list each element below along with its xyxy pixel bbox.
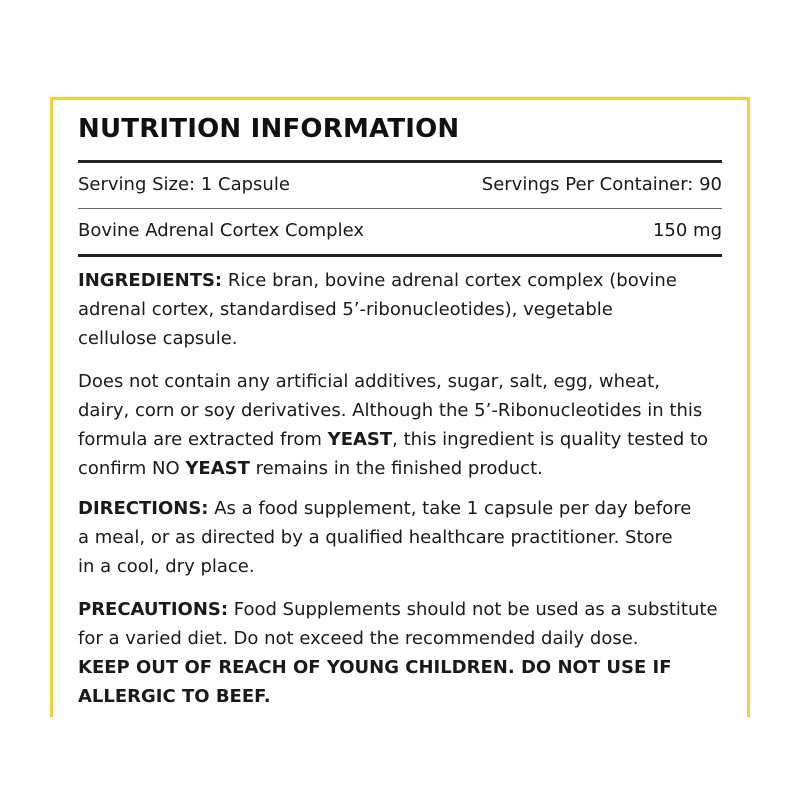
free-from-line-4 xyxy=(78,454,728,483)
ingredients-line-3: cellulose capsule. xyxy=(78,328,238,349)
ingredients-label: INGREDIENTS: xyxy=(78,270,223,291)
directions-line-2: a meal, or as directed by a qualified healthcare practitioner. Store xyxy=(78,527,673,548)
warning-line-1: KEEP OUT OF REACH OF YOUNG CHILDREN. DO NOT USE IF xyxy=(78,657,672,678)
directions-line-1 xyxy=(78,494,728,523)
nutrient-amount: 150 mg xyxy=(652,220,722,241)
free-from-text: remains in the finished product. xyxy=(249,458,543,479)
ingredients-line-1 xyxy=(78,266,728,295)
serving-divider xyxy=(78,208,722,209)
free-from-text: formula are extracted from xyxy=(78,429,328,450)
precautions-label: PRECAUTIONS: xyxy=(78,599,229,620)
free-from-text: confirm NO xyxy=(78,458,186,479)
nutrient-name: Bovine Adrenal Cortex Complex xyxy=(78,220,365,241)
ingredients-section xyxy=(78,266,728,353)
serving-size: Serving Size: 1 Capsule xyxy=(78,174,290,195)
panel-title: NUTRITION INFORMATION xyxy=(78,114,460,144)
yeast-emphasis: YEAST xyxy=(327,429,393,450)
precautions-line-1 xyxy=(78,595,728,624)
ingredients-line-2: adrenal cortex, standardised 5’-ribonucleotides), vegetable xyxy=(78,299,613,320)
nutrient-row xyxy=(78,220,722,242)
free-from-line-3 xyxy=(78,425,728,454)
directions-line-3: in a cool, dry place. xyxy=(78,556,255,577)
directions-text-1: As a food supplement, take 1 capsule per day before xyxy=(208,498,692,519)
precautions-line-2: for a varied diet. Do not exceed the recommended daily dose. xyxy=(78,628,639,649)
directions-label: DIRECTIONS: xyxy=(78,498,209,519)
serving-row xyxy=(78,174,722,196)
free-from-line-2: dairy, corn or soy derivatives. Although the 5’-Ribonucleotides in this xyxy=(78,400,703,421)
free-from-text: , this ingredient is quality tested to xyxy=(392,429,709,450)
yeast-emphasis: YEAST xyxy=(185,458,250,479)
ingredients-text-1: Rice bran, bovine adrenal cortex complex (bovine xyxy=(222,270,677,291)
warning-line-2: ALLERGIC TO BEEF. xyxy=(78,686,271,707)
title-divider xyxy=(78,160,722,163)
directions-section xyxy=(78,494,728,581)
free-from-section xyxy=(78,367,728,483)
free-from-line-1: Does not contain any artificial additives, sugar, salt, egg, wheat, xyxy=(78,371,660,392)
nutrient-divider xyxy=(78,254,722,257)
servings-per-container: Servings Per Container: 90 xyxy=(481,174,722,195)
precautions-section xyxy=(78,595,728,711)
precautions-text-1: Food Supplements should not be used as a substitute xyxy=(228,599,718,620)
